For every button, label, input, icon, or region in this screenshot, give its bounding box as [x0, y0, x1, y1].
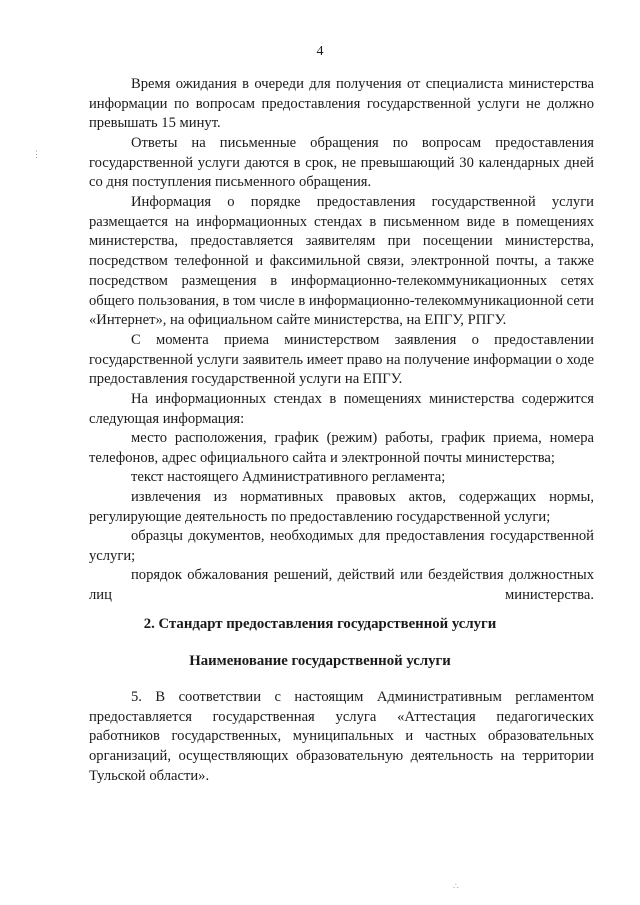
- subsection-heading: Наименование государственной услуги: [189, 653, 451, 669]
- paragraph-written-replies: Ответы на письменные обращения по вопросам предоставления государственной услуги даются в срок, не превышающий 30 календарных дней со дня поступления письменного обращения.: [89, 135, 594, 191]
- clause-5-paragraph: 5. В соответствии с настоящим Административным регламентом предоставляется государственная услуга «Аттестация педагогических работников государственных, муниципальных и частных образовательных организаций, осуществляющих образовательную деятельность на территории Тульской области».: [89, 689, 594, 784]
- paragraph-status-info: С момента приема министерством заявления о предоставлении государственной услуги заявитель имеет право на получение информации о ходе предоставления государственной услуги на ЕПГУ.: [89, 332, 594, 388]
- paragraph-waiting-time: Время ожидания в очереди для получения от специалиста министерства информации по вопросам предоставления государственной услуги не должно превышать 15 минут.: [89, 76, 594, 132]
- list-item-regulation-text: текст настоящего Административного регламента;: [131, 469, 446, 485]
- list-item-document-samples: образцы документов, необходимых для предоставления государственной услуги;: [89, 528, 594, 564]
- page-number: 4: [316, 44, 324, 59]
- scan-speck: ∴: [453, 881, 459, 891]
- list-item-legal-extracts: извлечения из нормативных правовых актов, содержащих нормы, регулирующие деятельность по предоставлению государственной услуги;: [89, 489, 594, 525]
- paragraph-stands-intro: На информационных стендах в помещениях министерства содержится следующая информация:: [89, 391, 594, 427]
- section-heading: 2. Стандарт предоставления государственной услуги: [143, 616, 497, 632]
- scan-speck: ⋮: [32, 149, 41, 159]
- list-item-appeal-procedure: порядок обжалования решений, действий или бездействия должностных лиц министерства.: [89, 567, 594, 603]
- paragraph-information-ways: Информация о порядке предоставления государственной услуги размещается на информационных стендах в письменном виде в помещениях министерства, предоставляется заявителям при посещении министерства, посредством телефонной и факсимильной связи, электронной почты, а также посредством размещения в информационно-телекоммуникационных сетях общего пользования, в том числе в информационно-телекоммуникационной сети «Интернет», на официальном сайте министерства, на ЕПГУ, РПГУ.: [89, 194, 594, 329]
- list-item-location: место расположения, график (режим) работы, график приема, номера телефонов, адрес официального сайта и электронной почты министерства;: [89, 430, 594, 466]
